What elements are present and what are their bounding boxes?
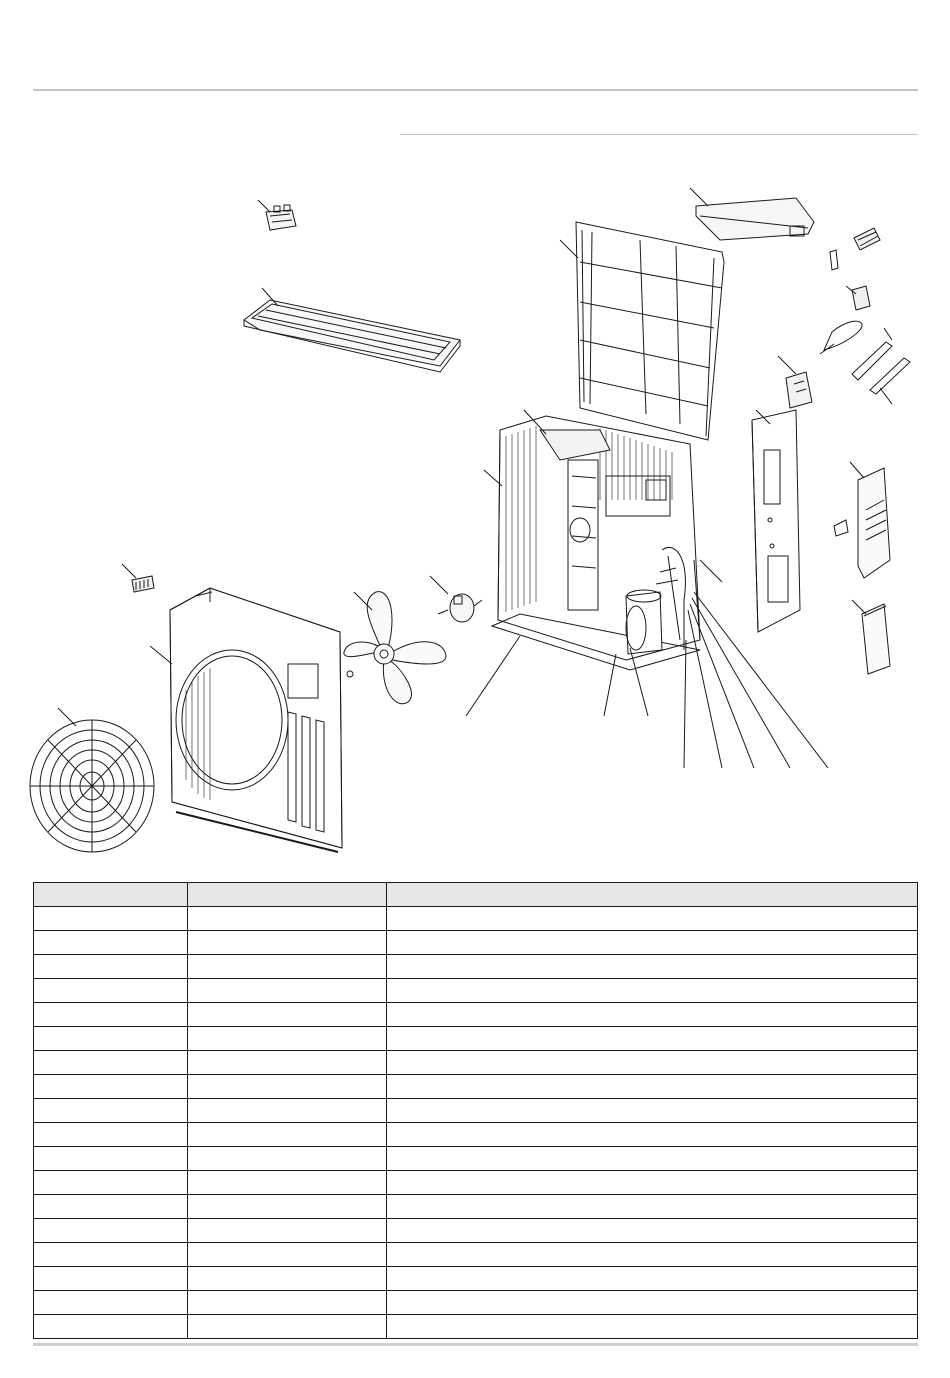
- table-row: [34, 1099, 918, 1123]
- table-cell: [34, 1123, 188, 1147]
- top-cover-part: [244, 288, 460, 372]
- fan-blade-part: [344, 592, 446, 704]
- table-cell: [34, 1267, 188, 1291]
- chassis-assembly-part: [484, 410, 700, 670]
- table-row: [34, 907, 918, 931]
- table-row: [34, 1315, 918, 1339]
- front-panel-part: [150, 588, 342, 852]
- table-cell: [188, 1003, 387, 1027]
- table-row: [34, 1291, 918, 1315]
- table-cell: [34, 907, 188, 931]
- table-cell: [387, 1291, 918, 1315]
- parts-list-table: [33, 882, 918, 1339]
- table-row: [34, 1219, 918, 1243]
- table-cell: [188, 955, 387, 979]
- table-cell: [188, 931, 387, 955]
- valve-core-part: [852, 328, 910, 404]
- table-cell: [34, 1075, 188, 1099]
- sensor-holder-part: [846, 286, 870, 310]
- table-row: [34, 1243, 918, 1267]
- terminal-clip-part: [854, 228, 880, 250]
- column-header: [387, 883, 918, 907]
- table-cell: [387, 1123, 918, 1147]
- table-cell: [188, 1219, 387, 1243]
- table-cell: [188, 907, 387, 931]
- exploded-view-diagram: [0, 150, 950, 870]
- terminal-block-part: [258, 200, 296, 230]
- table-cell: [387, 1195, 918, 1219]
- table-cell: [387, 1315, 918, 1339]
- table-row: [34, 1147, 918, 1171]
- table-row: [34, 1195, 918, 1219]
- table-cell: [34, 1171, 188, 1195]
- table-cell: [34, 1027, 188, 1051]
- screw-part: [830, 250, 838, 270]
- header-rule: [33, 89, 918, 91]
- table-cell: [387, 931, 918, 955]
- fan-motor-part: [430, 576, 482, 622]
- valve-cover-part: [834, 462, 890, 578]
- table-cell: [34, 1003, 188, 1027]
- rear-grille-part: [560, 222, 724, 440]
- handle-cover-part: [852, 600, 890, 674]
- table-cell: [188, 1075, 387, 1099]
- clip-part: [122, 564, 154, 592]
- table-cell: [188, 1123, 387, 1147]
- table-cell: [34, 1099, 188, 1123]
- table-cell: [387, 1003, 918, 1027]
- table-cell: [34, 1291, 188, 1315]
- table-row: [34, 931, 918, 955]
- table-cell: [387, 1075, 918, 1099]
- table-cell: [188, 1171, 387, 1195]
- reactor-bracket-part: [778, 356, 812, 408]
- table-cell: [387, 1051, 918, 1075]
- table-cell: [387, 1147, 918, 1171]
- table-row: [34, 955, 918, 979]
- table-cell: [387, 979, 918, 1003]
- table-row: [34, 1003, 918, 1027]
- table-row: [34, 1051, 918, 1075]
- table-cell: [188, 1267, 387, 1291]
- table-cell: [34, 1051, 188, 1075]
- side-panel-part: [752, 410, 800, 632]
- section-rule: [400, 134, 918, 135]
- table-cell: [188, 1291, 387, 1315]
- table-row: [34, 1075, 918, 1099]
- table-row: [34, 1171, 918, 1195]
- table-cell: [34, 1243, 188, 1267]
- table-cell: [387, 1243, 918, 1267]
- table-row: [34, 979, 918, 1003]
- table-cell: [34, 1195, 188, 1219]
- table-cell: [188, 1147, 387, 1171]
- temperature-sensor-part: [820, 321, 862, 354]
- table-cell: [387, 1171, 918, 1195]
- electrical-cover-part: [690, 188, 814, 240]
- table-row: [34, 1123, 918, 1147]
- table-cell: [387, 907, 918, 931]
- column-header: [188, 883, 387, 907]
- table-cell: [34, 955, 188, 979]
- table-cell: [188, 1099, 387, 1123]
- table-cell: [387, 1099, 918, 1123]
- table-cell: [188, 1051, 387, 1075]
- table-cell: [188, 1315, 387, 1339]
- table-cell: [188, 1195, 387, 1219]
- table-cell: [34, 1315, 188, 1339]
- table-cell: [387, 1267, 918, 1291]
- table-cell: [188, 979, 387, 1003]
- table-cell: [34, 1219, 188, 1243]
- fan-guard-part: [30, 708, 154, 852]
- table-cell: [188, 1027, 387, 1051]
- table-cell: [34, 931, 188, 955]
- column-header: [34, 883, 188, 907]
- table-cell: [188, 1243, 387, 1267]
- footer-rule: [33, 1343, 918, 1346]
- table-cell: [387, 1027, 918, 1051]
- table-row: [34, 1267, 918, 1291]
- table-header-row: [34, 883, 918, 907]
- table-cell: [387, 955, 918, 979]
- table-row: [34, 1027, 918, 1051]
- table-cell: [34, 979, 188, 1003]
- table-cell: [387, 1219, 918, 1243]
- table-cell: [34, 1147, 188, 1171]
- parts-table-body: [34, 907, 918, 1339]
